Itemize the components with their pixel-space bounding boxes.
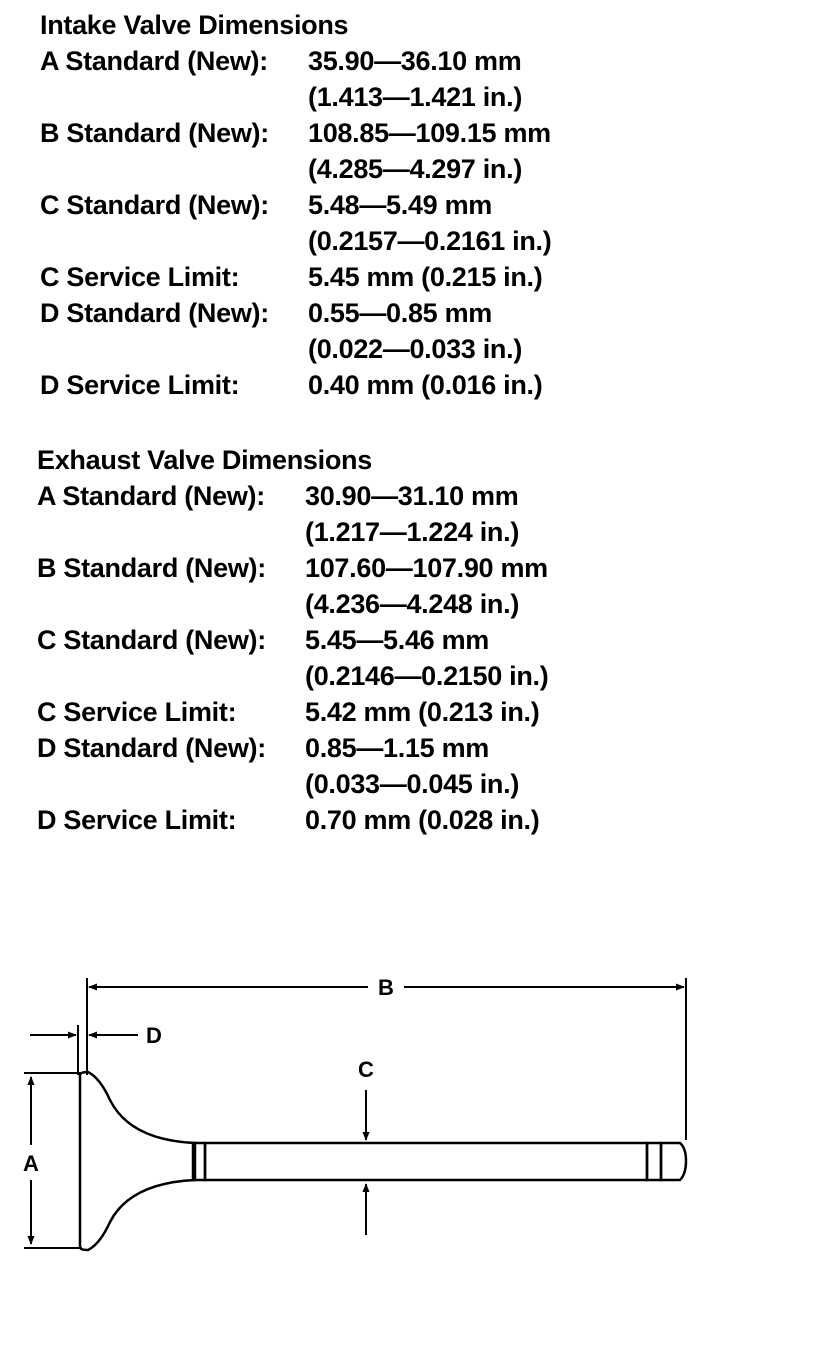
intake-title: Intake Valve Dimensions [40, 10, 349, 40]
exhaust-row-label: D Service Limit: [37, 805, 237, 835]
intake-row-label: B Standard (New): [40, 118, 269, 148]
intake-row-label: D Service Limit: [40, 370, 240, 400]
exhaust-row-value: 0.85—1.15 mm [305, 733, 490, 763]
exhaust-row-value: (0.033—0.045 in.) [305, 769, 520, 799]
exhaust-row-value: (1.217—1.224 in.) [305, 517, 520, 547]
exhaust-title: Exhaust Valve Dimensions [37, 445, 372, 475]
intake-row-label: C Service Limit: [40, 262, 240, 292]
exhaust-row-value: 0.70 mm (0.028 in.) [305, 805, 540, 835]
exhaust-row-label: A Standard (New): [37, 481, 265, 511]
exhaust-row-value: 5.45—5.46 mm [305, 625, 490, 655]
intake-row-label: D Standard (New): [40, 298, 269, 328]
valve-stem [205, 1143, 647, 1180]
keeper-groove [647, 1143, 661, 1180]
exhaust-row-value: 30.90—31.10 mm [305, 481, 519, 511]
intake-row-label: A Standard (New): [40, 46, 268, 76]
intake-row-value: (0.2157—0.2161 in.) [308, 226, 552, 256]
intake-row-value: 35.90—36.10 mm [308, 46, 522, 76]
intake-row-value: 0.55—0.85 mm [308, 298, 493, 328]
exhaust-row-label: D Standard (New): [37, 733, 266, 763]
label-b: B [378, 975, 394, 1000]
exhaust-row-value: (0.2146—0.2150 in.) [305, 661, 549, 691]
intake-row-value: 0.40 mm (0.016 in.) [308, 370, 543, 400]
valve-head-outline [80, 1072, 195, 1250]
intake-row-label: C Standard (New): [40, 190, 269, 220]
exhaust-row-label: C Service Limit: [37, 697, 237, 727]
exhaust-row-label: C Standard (New): [37, 625, 266, 655]
exhaust-row-value: 5.42 mm (0.213 in.) [305, 697, 540, 727]
intake-row-value: 108.85—109.15 mm [308, 118, 551, 148]
exhaust-row-value: (4.236—4.248 in.) [305, 589, 520, 619]
label-a: A [23, 1151, 39, 1176]
exhaust-row-label: B Standard (New): [37, 553, 266, 583]
intake-row-value: 5.45 mm (0.215 in.) [308, 262, 543, 292]
label-d: D [146, 1023, 162, 1048]
intake-row-value: (4.285—4.297 in.) [308, 154, 523, 184]
exhaust-row-value: 107.60—107.90 mm [305, 553, 548, 583]
intake-row-value: (0.022—0.033 in.) [308, 334, 523, 364]
intake-row-value: (1.413—1.421 in.) [308, 82, 523, 112]
stem-tip [661, 1143, 686, 1180]
intake-row-value: 5.48—5.49 mm [308, 190, 493, 220]
label-c: C [358, 1057, 374, 1082]
